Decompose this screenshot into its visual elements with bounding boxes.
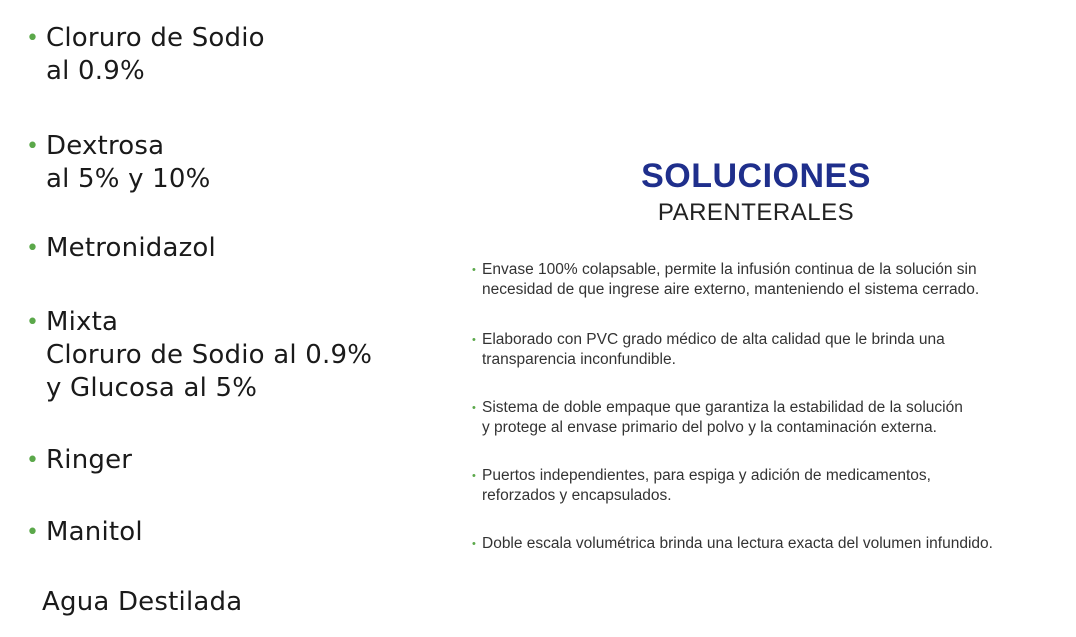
bullet-icon: • [472,538,476,550]
product-item-mixta [26,306,372,405]
bullet-icon: • [26,236,40,261]
bullet-icon: • [472,470,476,482]
bullet-icon: • [26,26,40,51]
product-name: Ringer [46,445,133,475]
feature-item [472,466,1062,506]
bullet-icon: • [472,402,476,414]
product-item-cloruro-de-sodio [26,22,265,88]
product-item-metronidazol [26,232,216,265]
bullet-icon: • [26,448,40,473]
section-subtitle: PARENTERALES [657,199,855,226]
feature-item [472,260,1062,300]
bullet-icon: • [26,310,40,335]
product-name: Manitol [46,517,143,547]
product-item-dextrosa [26,130,211,196]
feature-text-line: Doble escala volumétrica brinda una lectura exacta del volumen infundido. [482,535,993,552]
product-name: Mixta [46,307,119,337]
feature-item [472,330,1062,370]
feature-text-line: Envase 100% colapsable, permite la infusión continua de la solución sin [482,261,977,278]
product-item-agua-destilada [42,586,242,619]
feature-item [472,534,1062,554]
product-concentration: y Glucosa al 5% [46,373,258,403]
product-name: Dextrosa [46,131,165,161]
feature-item [472,398,1062,438]
feature-text-line: reforzados y encapsulados. [482,487,672,504]
feature-text-line: necesidad de que ingrese aire externo, manteniendo el sistema cerrado. [482,281,980,298]
feature-text-line: Puertos independientes, para espiga y adición de medicamentos, [482,467,931,484]
product-name: Cloruro de Sodio [46,23,265,53]
product-item-manitol [26,516,143,549]
section-title: SOLUCIONES [641,157,871,195]
feature-text-line: Elaborado con PVC grado médico de alta calidad que le brinda una [482,331,945,348]
feature-text-line: transparencia inconfundible. [482,351,676,368]
bullet-icon: • [26,134,40,159]
bullet-icon: • [26,520,40,545]
product-name: Agua Destilada [42,587,243,617]
product-name: Metronidazol [46,233,216,263]
feature-text-line: y protege al envase primario del polvo y la contaminación externa. [482,419,937,436]
product-concentration: al 5% y 10% [46,164,211,194]
product-concentration: Cloruro de Sodio al 0.9% [46,340,373,370]
product-concentration: al 0.9% [46,56,145,86]
bullet-icon: • [472,334,476,346]
bullet-icon: • [472,264,476,276]
product-item-ringer [26,444,132,477]
feature-text-line: Sistema de doble empaque que garantiza la estabilidad de la solución [482,399,963,416]
